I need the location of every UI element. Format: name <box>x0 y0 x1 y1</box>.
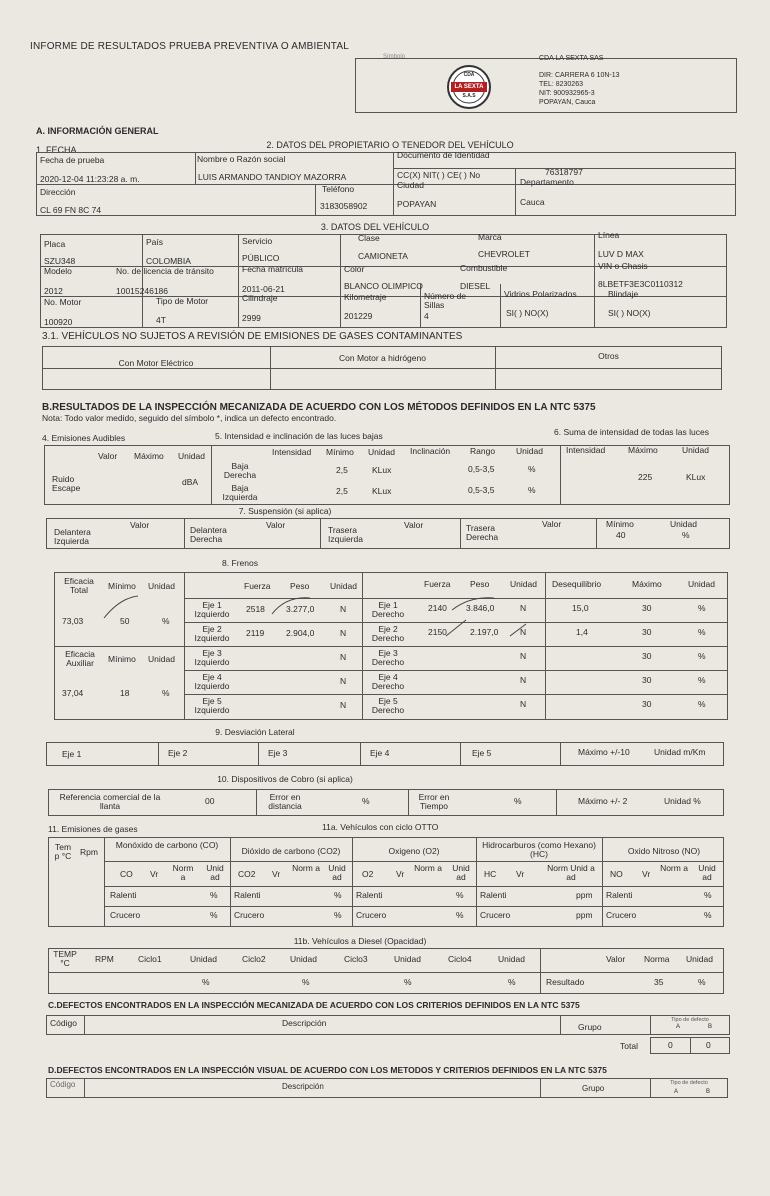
company-nit: NIT: 900932965-3 <box>539 90 595 97</box>
propietario-nombre: LUIS ARMANDO TANDIOY MAZORRA <box>198 172 347 182</box>
defectos-visual-table <box>46 1078 728 1098</box>
section-a-title: A. INFORMACIÓN GENERAL <box>36 126 159 136</box>
section-d-title: D.DEFECTOS ENCONTRADOS EN LA INSPECCIÓN VISUAL DE ACUERDO CON LOS METODOS Y CRITERIOS DEFINIDOS EN LA NTC 5375 <box>48 1065 607 1075</box>
fecha-title: 1. FECHA <box>36 145 77 155</box>
propietario-title: 2. DATOS DEL PROPIETARIO O TENEDOR DEL VEHÍCULO <box>266 140 514 150</box>
section-b-title: B.RESULTADOS DE LA INSPECCIÓN MECANIZADA DE ACUERDO CON LOS MÉTODOS DEFINIDOS EN LA NTC 5375 <box>42 402 596 413</box>
eficacia-total-value: 73,03 <box>62 616 84 626</box>
placa-value: SZU348 <box>44 256 76 266</box>
handwritten-marks <box>90 590 550 640</box>
company-name: CDA LA SEXTA SAS <box>539 55 604 62</box>
symbol-label: Símbolo <box>383 54 406 60</box>
company-city: POPAYAN, Cauca <box>539 99 596 106</box>
direccion-value: CL 69 FN 8C 74 <box>40 205 102 215</box>
vehiculo-title: 3. DATOS DEL VEHÍCULO <box>320 222 430 232</box>
telefono-value: 3183058902 <box>320 201 368 211</box>
inspection-report-page: INFORME DE RESULTADOS PRUEBA PREVENTIVA O AMBIENTAL Símbolo CDA LA SEXTA S.A.S CDA LA SEXTA SAS DIR: CARRERA 6 10N-13 TEL: 8230263 NIT: 900932965-3 POPAYAN, Cauca A. INFORMACIÓN GENERAL 1. FECHA 2. DATOS DEL PROPIETARIO O TENEDOR DEL VEHÍCULO Fecha de prueba 2020-12-04 11:23:28 a. m. Nombre o Razón social LUIS ARMANDO TANDIOY MAZORRA Documento de Identidad CC(X) NIT( ) CE( ) No 76318797 Dirección CL 69 FN 8C 74 Teléfono 3183058902 Ciudad POPAYAN Departamento Cauca 3. DATOS DEL VEHÍCULO Placa SZU348 País COLOMBIA Servicio PÚBLICO Clase CAMIONETA Marca CHEVROLET Línea LUV D MAX Modelo 2012 No. de licencia de tránsito 10015246186 Fecha matrícula 2011-06-21 Color BLANCO OLIMPICO Combustible DIESEL VIN o Chasis 8LBETF3E3C0110312 No. Motor 100920 Tipo de Motor 4T Cilindraje 2999 Kilometraje 201229 Número de Sillas 4 Vidrios Polarizados SI( ) NO(X) Blindaje SI( ) NO(X) 3.1. VEHÍCULOS NO SUJETOS A REVISIÓN DE EMISIONES DE GASES CONTAMINANTES Con Motor Eléctrico Con Motor a hidrógeno Otros B.RESULTADOS DE LA INSPECCIÓN MECANIZADA DE ACUERDO CON LOS MÉTODOS DEFINIDOS EN LA NTC 5375 Nota: Todo valor medido, seguido del símbolo *, indica un defecto encontrado. 4. Emisiones Audibles 5. Intensidad e inclinación de las luces bajas 6. Suma de intensidad de todas las luces Valor Máximo Unidad Ruido Escape dBA Intensidad Mínimo Unidad Inclinación Rango Unidad Baja Derecha 2,5 KLux 0,5-3,5 % Baja Izquierda 2,5 KLux 0,5-3,5 % Intensidad Máximo Unidad 225 KLux 7. Suspensión (si aplica) Delantera Izquierda Valor Delantera Derecha Valor Trasera Izquierda Valor Trasera Derecha Valor Mínimo 40 Unidad % 8. Frenos Eficacia Total Mínimo Unidad 73,03 50 % Eficacia Auxiliar Mínimo Unidad 37,04 18 % Fuerza Peso Unidad Fuerza Peso Unidad Desequilibrio Máximo Unidad Eje 1 Izquierdo 2518 3.277,0 N Eje 1 Derecho 2140 3.846,0 N 15,0 30 % Eje 2 Izquierdo 2119 2.904,0 N Eje 2 Derecho 2150 2.197,0 N 1,4 30 % Eje 3 Izquierdo N Eje 3 Derecho N 30 % Eje 4 Izquierdo N Eje 4 Derecho N 30 % Eje 5 Izquierdo N Eje 5 Derecho N 30 % 9. Desviación Lateral Eje 1 Eje 2 Eje 3 Eje 4 Eje 5 Máximo +/-10 Unidad m/Km 10. Dispositivos de Cobro (si aplica) Referencia comercial de la llanta 00 Error en distancia % Error en Tiempo % Máximo +/- 2 Unidad % 11. Emisiones de gases 11a. Vehículos con ciclo OTTO Tem p °C Rpm Monóxido de carbono (CO) Dióxido de carbono (CO2) Oxigeno (O2) Hidrocarburos (como Hexano) (HC) Oxido Nitroso (NO) CO Vr Norm a Unid ad CO2 Vr Norm a Unid ad O2 Vr Norm a Unid ad HC Vr Norm Unid a ad NO Vr Norm a Unid ad Ralenti % Crucero % Ralenti % Crucero % Ralenti % Crucero % Ralenti ppm Crucero ppm Ralenti % Crucero % 11b. Vehículos a Diesel (Opacidad) TEMP °C RPM Ciclo1 Unidad Ciclo2 Unidad Ciclo3 Unidad Ciclo4 Unidad Valor Norma Unidad % % % % Resultado 35 % C.DEFECTOS ENCONTRADOS EN LA INSPECCIÓN MECANIZADA DE ACUERDO CON LOS CRITERIOS DEFINIDOS EN LA NTC 5375 Código Descripción Grupo Tipo de defecto A B Total 0 0 D.DEFECTOS ENCONTRADOS EN LA INSPECCIÓN VISUAL DE ACUERDO CON LOS METODOS Y CRITERIOS DEFINIDOS EN LA NTC 5375 Código Descripción Grupo Tipo de defecto A B <box>0 0 770 1196</box>
departamento-value: Cauca <box>520 197 545 207</box>
ciudad-value: POPAYAN <box>397 199 437 209</box>
fecha-prueba-value: 2020-12-04 11:23:28 a. m. <box>40 174 140 184</box>
linea-value: LUV D MAX <box>598 249 644 259</box>
eficacia-aux-value: 37,04 <box>62 688 84 698</box>
sec31-title: 3.1. VEHÍCULOS NO SUJETOS A REVISIÓN DE EMISIONES DE GASES CONTAMINANTES <box>42 331 463 342</box>
defectos-mecanizada-table <box>46 1015 730 1035</box>
vin-value: 8LBETF3E3C0110312 <box>598 279 683 289</box>
company-phone: TEL: 8230263 <box>539 81 583 88</box>
company-address: DIR: CARRERA 6 10N-13 <box>539 72 620 79</box>
report-title: INFORME DE RESULTADOS PRUEBA PREVENTIVA O AMBIENTAL <box>30 41 349 52</box>
section-c-title: C.DEFECTOS ENCONTRADOS EN LA INSPECCIÓN MECANIZADA DE ACUERDO CON LOS CRITERIOS DEFINIDOS EN LA NTC 5375 <box>48 1000 580 1010</box>
documento-numero: 76318797 <box>545 167 583 177</box>
company-logo: CDA LA SEXTA S.A.S <box>446 64 492 110</box>
